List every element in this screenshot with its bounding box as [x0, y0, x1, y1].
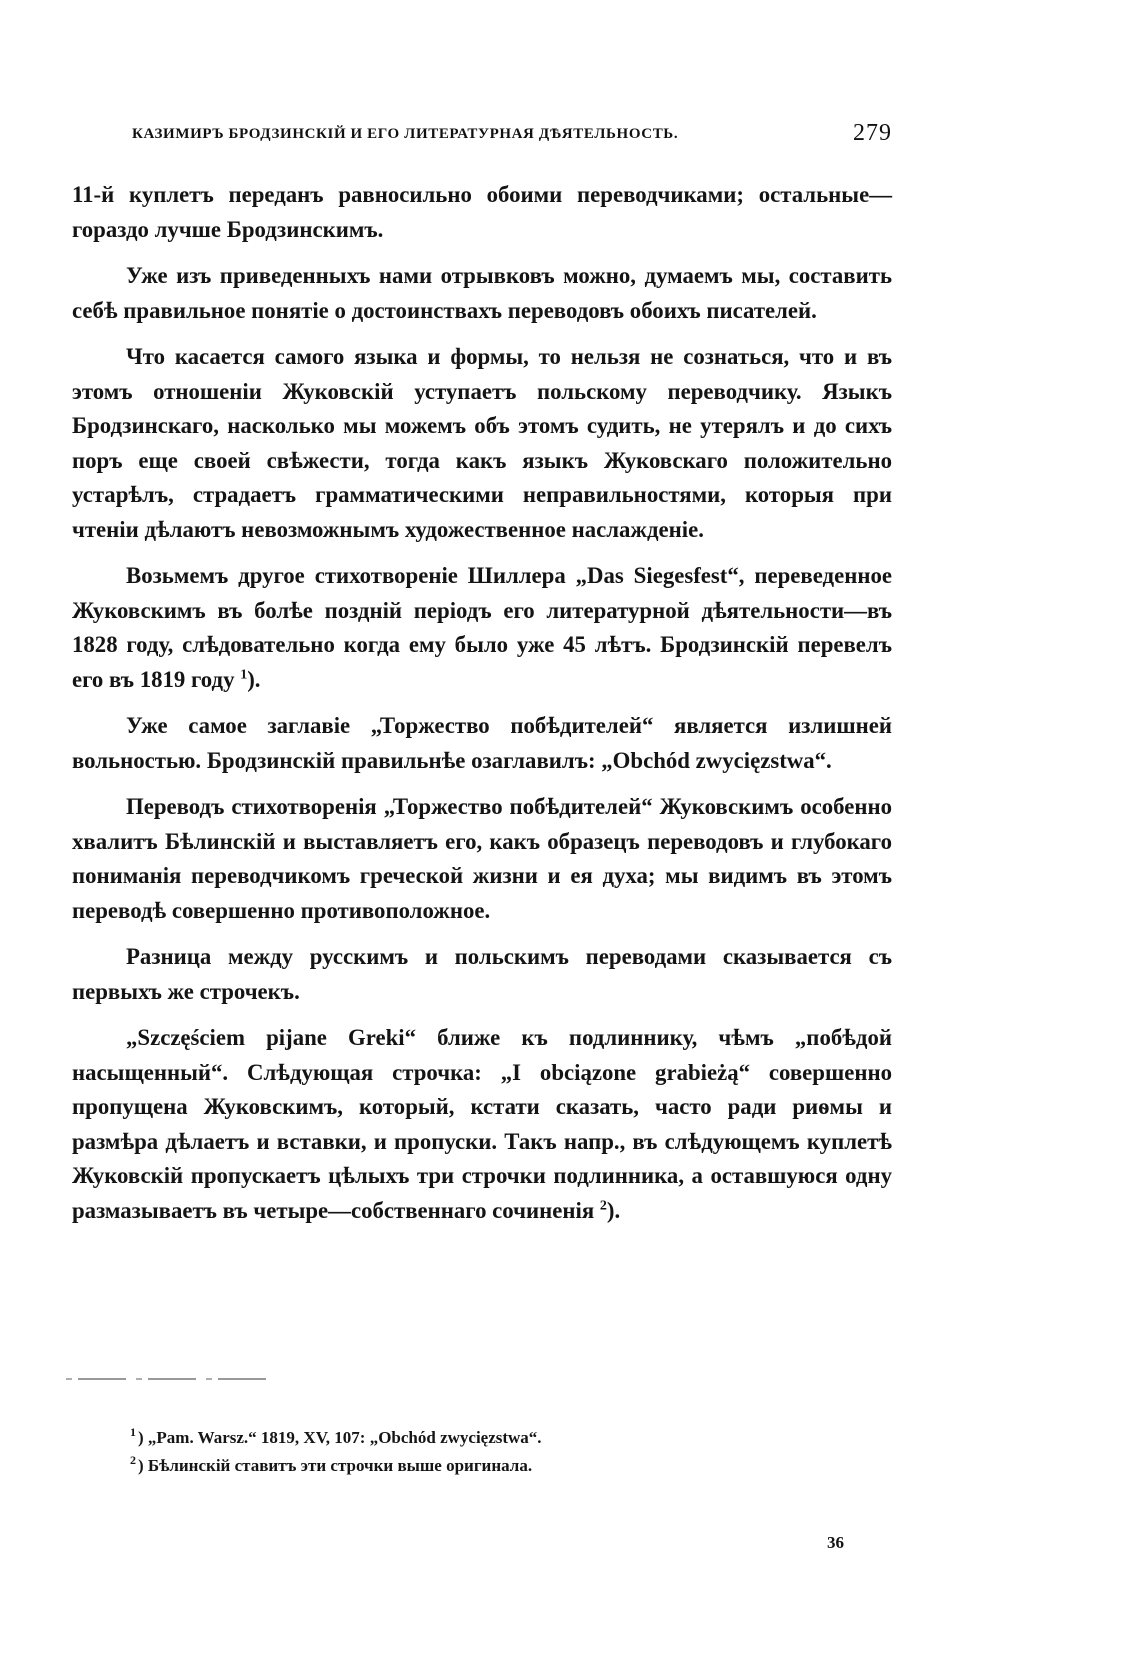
paragraph: 11-й куплетъ переданъ равносильно обоими переводчиками; остальные—гораздо лучше Бродзинскимъ.	[72, 182, 892, 242]
page-number: 279	[853, 120, 892, 146]
paragraph: Переводъ стихотворенія „Торжество побѣдителей“ Жуковскимъ особенно хвалитъ Бѣлинскій и выставляетъ его, какъ образецъ переводовъ и глубокаго пониманія переводчикомъ греческой жизни и ея духа; мы видимъ въ этомъ переводѣ совершенно противоположное.	[72, 794, 892, 923]
footnote: $^2$ ) Бѣлинскій ставитъ эти строчки выше оригинала.	[130, 1453, 533, 1475]
footnote-ref[interactable]: 2	[599, 1197, 607, 1213]
main-text	[72, 178, 892, 1240]
page-header	[132, 120, 892, 152]
paragraph: Что касается самого языка и формы, то нельзя не сознаться, что и въ этомъ отношеніи Жуковскій уступаетъ польскому переводчику. Языкъ Бродзинскаго, насколько мы можемъ объ этомъ судить, не утерялъ и до сихъ поръ еще своей свѣжести, тогда какъ языкъ Жуковскаго положительно устарѣлъ, страдаетъ грамматическими неправильностями, которыя при чтеніи дѣлаютъ невозможнымъ художественное наслажденіе.	[72, 344, 892, 542]
footnote-ref[interactable]: 1	[240, 666, 248, 682]
paragraph: Уже самое заглавіе „Торжество побѣдителей“ является излишней вольностью. Бродзинскій правильнѣе озаглавилъ: „Obchód zwycięzstwa“.	[72, 713, 892, 773]
running-head: КАЗИМИРЪ БРОДЗИНСКІЙ И ЕГО ЛИТЕРАТУРНАЯ ДѢЯТЕЛЬНОСТЬ.	[132, 126, 679, 142]
paragraph: „Szczęściem pijane Greki“ ближе къ подлиннику, чѣмъ „побѣдой насыщенный“. Слѣдующая строчка: „I obciązone grabieżą“ совершенно пропущена Жуковскимъ, который, кстати сказать, часто ради риѳмы и размѣра дѣлаетъ и вставки, и пропуски. Такъ напр., въ слѣдующемъ куплетѣ Жуковскій пропускаетъ цѣлыхъ три строчки подлинника, а оставшуюся одну размазываетъ въ четыре—собственнаго сочиненія $^2$).	[72, 1025, 892, 1223]
paragraph: Возьмемъ другое стихотвореніе Шиллера „Das Siegesfest“, переведенное Жуковскимъ въ болѣе поздній періодъ его литературной дѣятельности—въ 1828 году, слѣдовательно когда ему было уже 45 лѣтъ. Бродзинскій перевелъ его въ 1819 году $^1$).	[72, 563, 892, 692]
paragraph: Уже изъ приведенныхъ нами отрывковъ можно, думаемъ мы, составить себѣ правильное понятіе о достоинствахъ переводовъ обоихъ писателей.	[72, 263, 892, 323]
footnote-separator	[66, 1378, 276, 1380]
signature-mark: 36	[827, 1533, 844, 1552]
footnote: $^1$ ) „Pam. Warsz.“ 1819, XV, 107: „Obchód zwycięzstwa“.	[130, 1425, 542, 1447]
paragraph: Разница между русскимъ и польскимъ переводами сказывается съ первыхъ же строчекъ.	[72, 944, 892, 1004]
footnote-mark: 1	[130, 1425, 136, 1440]
footnotes	[130, 1424, 890, 1480]
footnote-mark: 2	[130, 1453, 136, 1468]
